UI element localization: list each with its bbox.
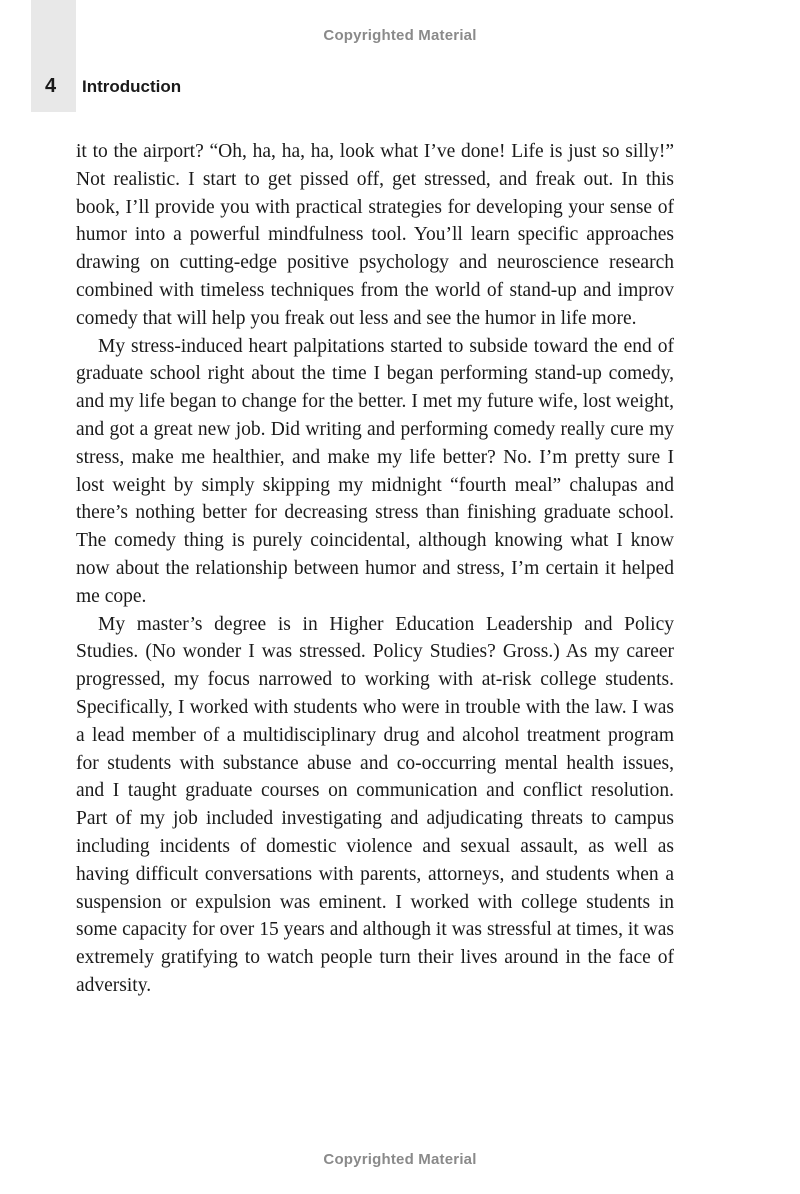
copyright-watermark-top: Copyrighted Material: [323, 27, 477, 44]
paragraph-2: My stress-induced heart palpitations started to subside toward the end of graduate school right about the time I began performing stand-up comedy, and my life began to change for the better. I met my future wife, lost weight, and got a great new job. Did writing and performing comedy really cure my stress, make me healthier, and make my life better? No. I’m pretty sure I lost weight by simply skipping my midnight “fourth meal” chalupas and there’s nothing better for decreasing stress than finishing graduate school. The comedy thing is purely coincidental, although knowing what I know now about the relationship between humor and stress, I’m certain it helped me cope.: [76, 335, 674, 607]
paragraph-1: it to the airport? “Oh, ha, ha, ha, look what I’ve done! Life is just so silly!” Not realistic. I start to get pissed off, get stressed, and freak out. In this book, I’ll provide you with practical strategies for developing your sense of humor into a powerful mindfulness tool. You’ll learn specific approaches drawing on cutting-edge positive psychology and neuroscience research combined with timeless techniques from the world of stand-up and improv comedy that will help you freak out less and see the humor in life more.: [76, 141, 674, 329]
body-text: [76, 138, 674, 1000]
copyright-watermark-bottom: Copyrighted Material: [323, 1151, 477, 1168]
chapter-title: Introduction: [82, 77, 182, 96]
page-number: 4: [45, 75, 57, 97]
running-head: [45, 75, 181, 98]
paragraph-3: My master’s degree is in Higher Education Leadership and Policy Studies. (No wonder I was stressed. Policy Studies? Gross.) As my career progressed, my focus narrowed to working with at-risk college students. Specifically, I worked with students who were in trouble with the law. I was a lead member of a multidisciplinary drug and alcohol treatment program for students with substance abuse and co-occurring mental health issues, and I taught graduate courses on communication and conflict resolution. Part of my job included investigating and adjudicating threats to campus including incidents of domestic violence and sexual assault, as well as having difficult conversations with parents, attorneys, and students when a suspension or expulsion was eminent. I worked with college students in some capacity for over 15 years and although it was stressful at times, it was extremely gratifying to watch people turn their lives around in the face of adversity.: [76, 613, 674, 996]
